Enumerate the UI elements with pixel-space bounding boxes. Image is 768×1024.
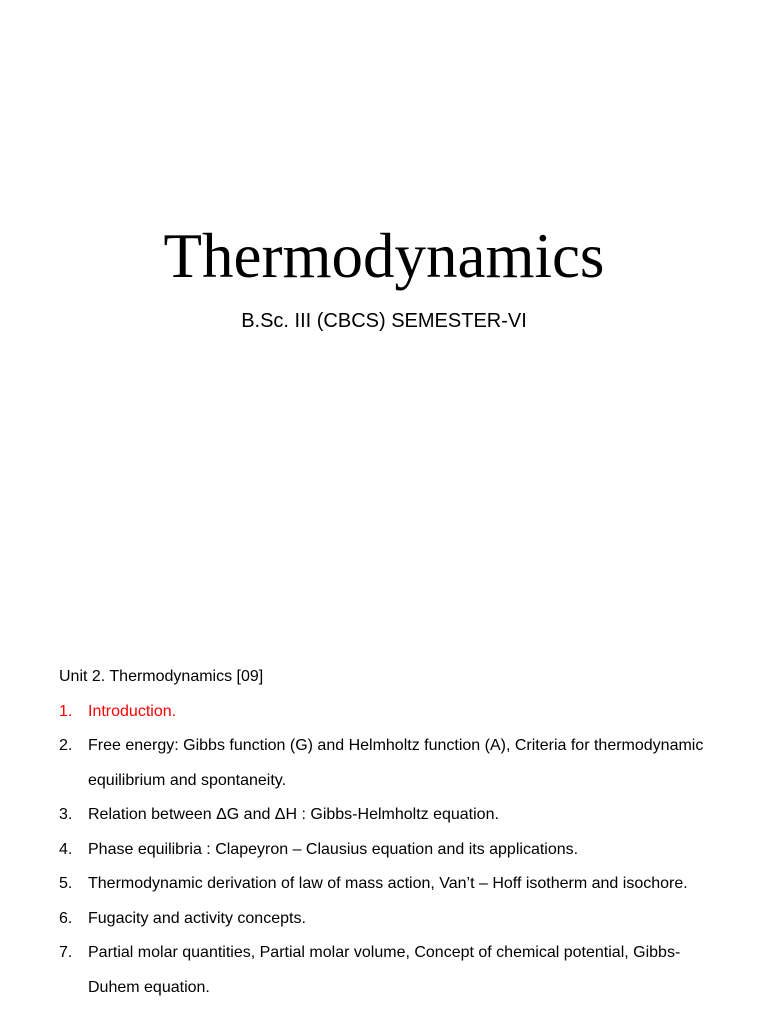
topic-number: 1. (59, 702, 73, 720)
topic-number: 2. (59, 737, 73, 754)
topic-item (59, 729, 719, 798)
topic-number: 7. (59, 944, 73, 961)
topic-text: Introduction. (88, 702, 177, 720)
topic-number: 4. (59, 840, 73, 858)
topic-text: Partial molar quantities, Partial molar volume, Concept of chemical potential, Gibbs-Duhem equation. (88, 944, 681, 996)
topic-list (59, 695, 719, 1006)
document-title: Thermodynamics (163, 221, 605, 291)
topic-text: Thermodynamic derivation of law of mass action, Van’t – Hoff isotherm and isochore. (88, 875, 688, 892)
syllabus-section (59, 660, 719, 1005)
topic-item (59, 695, 719, 730)
document-subtitle: B.Sc. III (CBCS) SEMESTER-VI (241, 310, 527, 332)
topic-item (59, 833, 719, 868)
topic-number: 6. (59, 909, 73, 927)
topic-text: Relation between ΔG and ΔH : Gibbs-Helmholtz equation. (88, 806, 499, 823)
topic-item (59, 936, 719, 1005)
unit-heading: Unit 2. Thermodynamics [09] (59, 668, 264, 685)
topic-number: 5. (59, 875, 73, 892)
topic-item (59, 867, 719, 902)
topic-item (59, 798, 719, 833)
topic-text: Fugacity and activity concepts. (88, 909, 306, 927)
topic-text: Phase equilibria : Clapeyron – Clausius equation and its applications. (88, 840, 579, 858)
topic-item (59, 902, 719, 937)
topic-text: Free energy: Gibbs function (G) and Helmholtz function (A), Criteria for thermodynamic equilibrium and spontaneity. (88, 737, 704, 789)
topic-number: 3. (59, 806, 73, 823)
